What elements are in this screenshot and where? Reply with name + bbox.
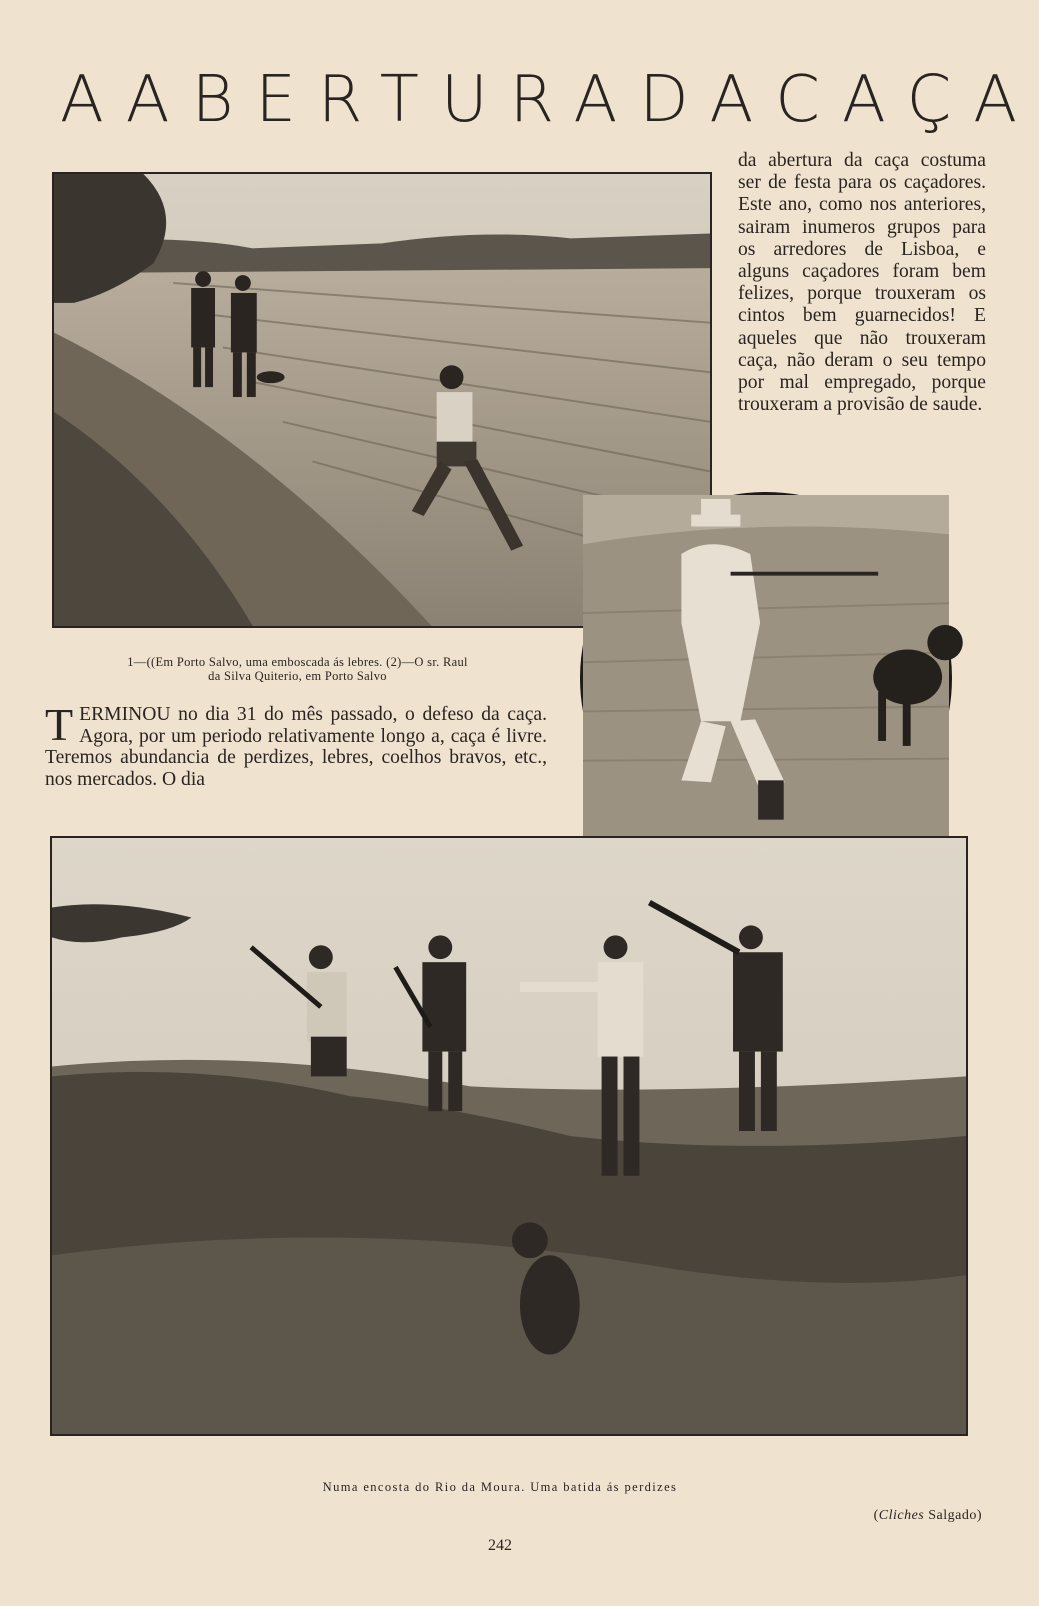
title-word: A	[60, 63, 126, 137]
caption-bottom-photo: Numa encosta do Rio da Moura. Uma batida ás perdizes	[322, 1480, 678, 1494]
drop-cap: T	[45, 699, 74, 750]
article-title	[60, 62, 1039, 138]
body-text: ERMINOU no dia 31 do mês passado, o defeso da caça. Agora, por um periodo relativamente longo a, caça é livre. Teremos abundancia de perdizes, lebres, coelhos bravos, etc., nos mercados. O dia	[45, 704, 547, 790]
credit-suffix: Salgado)	[924, 1508, 982, 1523]
caption-top-line: 1—((Em Porto Salvo, uma emboscada ás lebres. (2)—O sr. Raul	[127, 655, 468, 669]
photo-partridge-drive	[50, 836, 968, 1436]
credit-italic: Cliches	[878, 1508, 925, 1523]
photo-credit	[874, 1508, 982, 1524]
page-number: 242	[488, 1537, 512, 1554]
title-word: ABERTURA	[125, 63, 640, 137]
column-text: da abertura da caça costuma ser de festa para os caçadores. Este ano, como nos anteriores, sairam inumeros grupos para os arredores de Lisboa, e alguns caçadores foram bem felizes, porque trouxeram os cintos bem guarnecidos! E aqueles que não trouxeram caça, não deram o seu tempo por mal empregado, porque trouxeram a provisão de saude.	[738, 150, 986, 416]
caption-top-line: da Silva Quiterio, em Porto Salvo	[208, 669, 387, 683]
credit-prefix: (	[873, 1508, 879, 1523]
title-word: CAÇA	[775, 63, 1039, 137]
photo-hunter-aiming	[580, 492, 952, 864]
title-word: DA	[639, 63, 776, 137]
caption-top-photos	[60, 655, 535, 683]
article-body	[45, 699, 547, 790]
